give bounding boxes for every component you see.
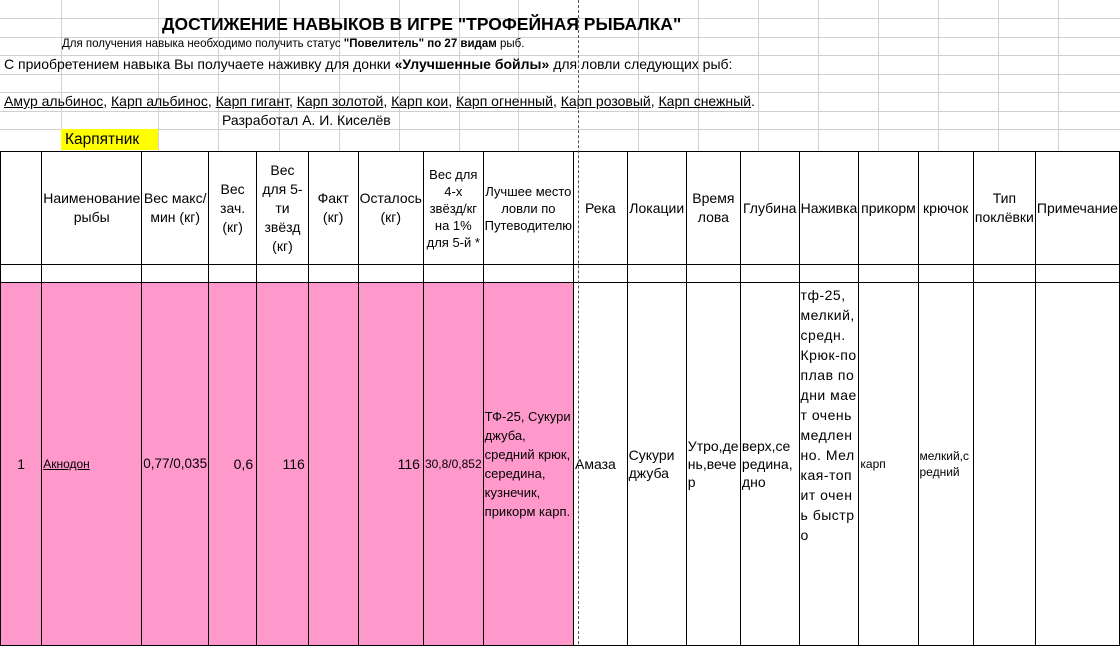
header-cell-weight-maxmin[interactable]: Вес макс/мин (кг) [142,152,209,265]
spacer-cell[interactable] [483,265,573,283]
cell-remaining[interactable]: 116 [358,283,423,646]
spacer-cell[interactable] [859,265,918,283]
cell-note[interactable] [1035,283,1119,646]
skill-tag-cell[interactable]: Карпятник [61,129,158,150]
spacer-cell[interactable] [257,265,309,283]
fish-link[interactable]: Карп снежный [658,93,752,109]
skill-description-suffix: для ловли следующих рыб: [549,56,733,72]
spacer-cell[interactable] [627,265,686,283]
status-note-suffix: рыб. [496,38,525,50]
header-cell-weight-5star[interactable]: Вес для 5-ти звёзд (кг) [257,152,309,265]
cell-weight-4star[interactable]: 30,8/0,852 [423,283,483,646]
page-break-line [578,0,579,644]
header-cell-hook[interactable]: крючок [918,152,973,265]
status-note[interactable] [62,38,524,50]
header-cell-location[interactable]: Локации [627,152,686,265]
skill-description-prefix: С приобретением навыка Вы получаете наживку для донки [4,56,395,72]
status-note-status: "Повелитель" по 27 видам [343,38,497,50]
status-note-prefix: Для получения навыка необходимо получить статус [62,38,344,50]
header-cell-note[interactable]: Примечание [1035,152,1119,265]
header-cell-weight-zach[interactable]: Вес зач. (кг) [209,152,257,265]
sheet-title[interactable]: ДОСТИЖЕНИЕ НАВЫКОВ В ИГРЕ "ТРОФЕЙНАЯ РЫБАЛКА" [162,14,682,34]
header-cell-fact[interactable]: Факт (кг) [308,152,358,265]
spacer-cell[interactable] [209,265,257,283]
cell-num[interactable]: 1 [1,283,42,646]
header-cell-num[interactable] [1,152,42,265]
cell-weight-maxmin[interactable]: 0,77/0,035 [142,283,209,646]
cell-time[interactable]: Утро,день,вечер [686,283,740,646]
cell-bite-type[interactable] [973,283,1035,646]
header-cell-best-place[interactable]: Лучшее место ловли по Путеводителю [483,152,573,265]
spacer-cell[interactable] [358,265,423,283]
spacer-cell[interactable] [918,265,973,283]
fish-link[interactable]: Карп золотой [296,93,384,109]
table-spacer-row [1,265,1120,283]
fish-link[interactable]: Карп огненный [455,93,553,109]
author-cell[interactable]: Разработал А. И. Киселёв [222,112,391,128]
cell-weight-5star[interactable]: 116 [257,283,309,646]
cell-bait[interactable]: тф-25, мелкий,средн. Крюк-поплав подни мает очень медленно. Мелкая-топит очень быстро [799,283,859,646]
skill-bait-name: «Улучшенные бойлы» [394,56,550,72]
cell-location[interactable]: Сукури джуба [627,283,686,646]
cell-weight-zach[interactable]: 0,6 [209,283,257,646]
cell-depth[interactable]: верх,середина,дно [740,283,799,646]
fish-link[interactable]: Карп альбинос [111,93,208,109]
cell-fact[interactable] [308,283,358,646]
table-header-row [1,152,1120,265]
cell-hook[interactable]: мелкий,средний [918,283,973,646]
spacer-cell[interactable] [423,265,483,283]
spacer-cell[interactable] [973,265,1035,283]
header-cell-weight-4star[interactable]: Вес для 4-х звёзд/кг на 1% для 5-й * [423,152,483,265]
fish-name-link[interactable]: Акнодон [43,457,90,471]
skills-table [0,151,1120,646]
header-cell-time[interactable]: Время лова [686,152,740,265]
fish-link[interactable]: Амур альбинос [4,93,104,109]
spacer-cell[interactable] [740,265,799,283]
cell-best-place[interactable]: ТФ-25, Сукури джуба, средний крюк, середина, кузнечик, прикорм карп. [483,283,573,646]
spacer-cell[interactable] [42,265,142,283]
sheet-header-area [0,0,1120,151]
spacer-cell[interactable] [142,265,209,283]
spacer-cell[interactable] [1,265,42,283]
spacer-cell[interactable] [799,265,859,283]
fish-link[interactable]: Карп кои [391,93,449,109]
fish-links-row: Амур альбинос, Карп альбинос, Карп гигант, Карп золотой, Карп кои, Карп огненный, Карп розовый, Карп снежный. [4,93,755,109]
header-cell-bite-type[interactable]: Тип поклёвки [973,152,1035,265]
header-cell-remaining[interactable]: Осталось (кг) [358,152,423,265]
cell-groundbait[interactable]: карп [859,283,918,646]
header-cell-depth[interactable]: Глубина [740,152,799,265]
header-cell-name[interactable]: Наименование рыбы [42,152,142,265]
spacer-cell[interactable] [1035,265,1119,283]
header-cell-bait[interactable]: Наживка [799,152,859,265]
fish-link[interactable]: Карп гигант [215,93,289,109]
fish-link[interactable]: Карп розовый [560,93,651,109]
spacer-cell[interactable] [308,265,358,283]
cell-fish-name[interactable] [42,283,142,646]
table-row [1,283,1120,646]
cell-river[interactable]: Амаза [574,283,628,646]
spacer-cell[interactable] [686,265,740,283]
header-cell-groundbait[interactable]: прикорм [859,152,918,265]
skill-description[interactable] [4,56,732,72]
spacer-cell[interactable] [574,265,628,283]
header-cell-river[interactable]: Река [574,152,628,265]
